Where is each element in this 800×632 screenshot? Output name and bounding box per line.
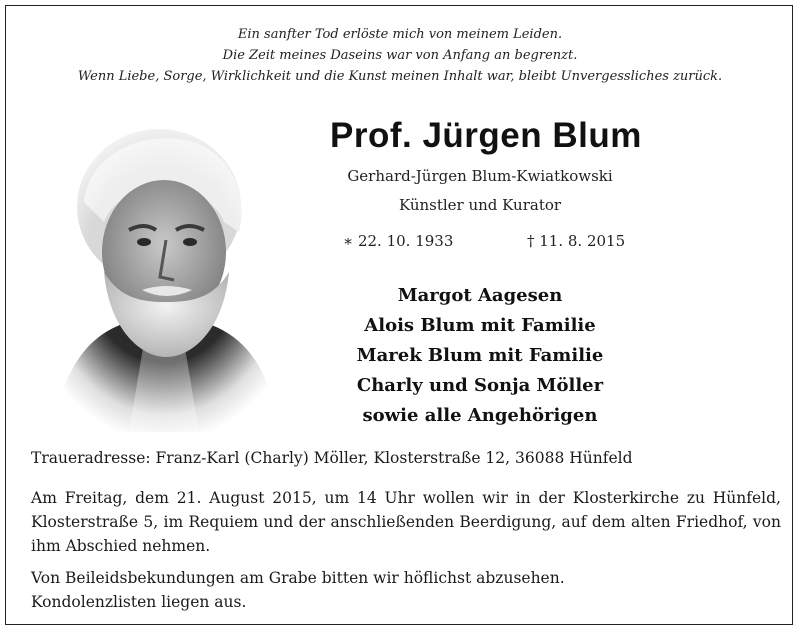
deceased-full-name: Gerhard-Jürgen Blum-Kwiatkowski: [347, 167, 613, 185]
mourner-name: sowie alle Angehörigen: [362, 405, 598, 426]
quote-line: Die Zeit meines Daseins war von Anfang an begrenzt.: [222, 48, 578, 63]
quote-line: Ein sanfter Tod erlöste mich von meinem Leiden.: [237, 27, 563, 42]
portrait-photo: [34, 112, 294, 432]
mourners-list: [330, 281, 630, 431]
death-date: † 11. 8. 2015: [527, 232, 626, 250]
memorial-quote: [20, 24, 780, 87]
deceased-name: Prof. Jürgen Blum: [330, 116, 642, 155]
birth-date: ∗ 22. 10. 1933: [343, 232, 454, 250]
deceased-profession: Künstler und Kurator: [398, 196, 562, 214]
mourner-name: Margot Aagesen: [397, 285, 563, 306]
funeral-announcement: Am Freitag, dem 21. August 2015, um 14 Uhr wollen wir in der Klosterkirche zu Hünfeld, Klosterstraße 5, im Requiem und der anschließenden Beerdigung, auf dem alten Friedhof, von ihm Abschied nehmen.: [31, 489, 781, 555]
mourner-name: Alois Blum mit Familie: [364, 315, 596, 336]
mourner-name: Marek Blum mit Familie: [356, 345, 604, 366]
mourner-name: Charly und Sonja Möller: [356, 375, 604, 396]
quote-line: Wenn Liebe, Sorge, Wirklichkeit und die Kunst meinen Inhalt war, bleibt Unvergessliches zurück.: [77, 69, 723, 84]
mourning-address: Traueradresse: Franz-Karl (Charly) Möller, Klosterstraße 12, 36088 Hünfeld: [31, 449, 633, 467]
condolence-request: Von Beileidsbekundungen am Grabe bitten wir höflichst abzusehen.: [31, 569, 565, 587]
condolence-lists-note: Kondolenzlisten liegen aus.: [31, 593, 247, 611]
